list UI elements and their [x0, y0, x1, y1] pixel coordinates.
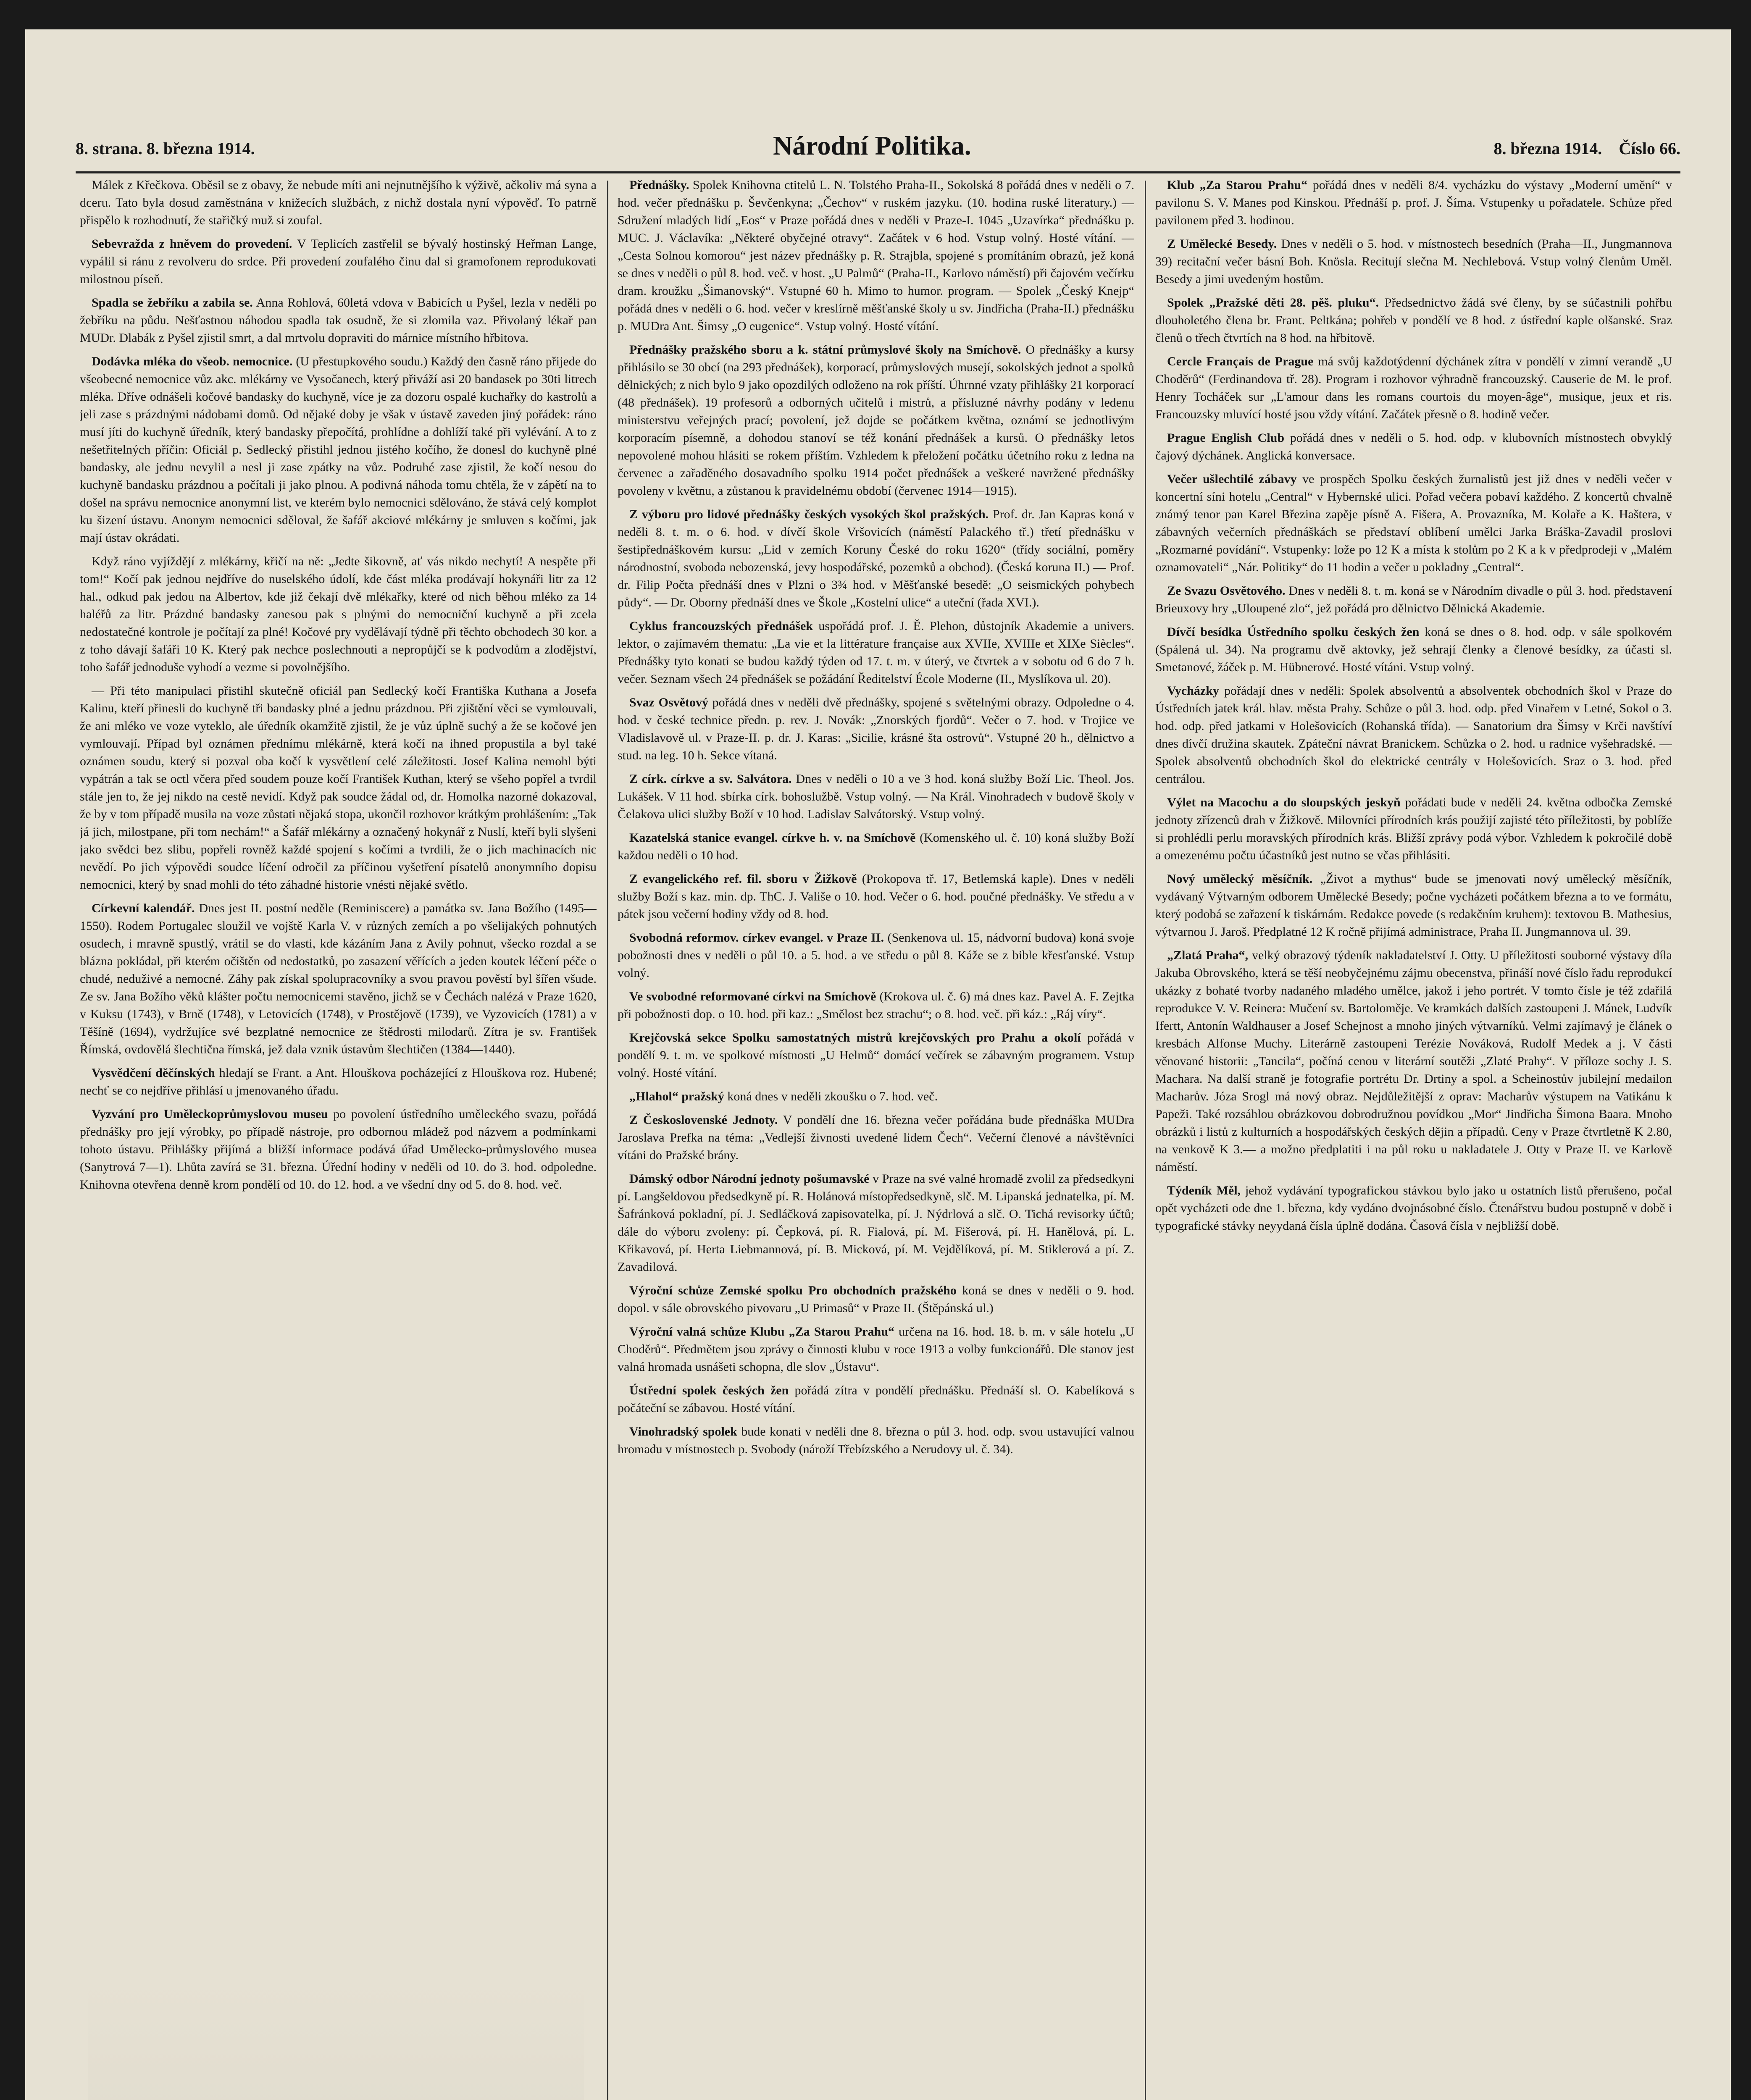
- page-header: [76, 126, 1680, 172]
- news-item: [618, 1088, 1134, 1105]
- news-item-headline: Z círk. církve a sv. Salvátora.: [629, 772, 792, 786]
- news-item: [80, 353, 597, 547]
- news-item-text: pořádají dnes v neděli: Spolek absolventů a absolventek obchodních škol v Praze do Ústředních jatek král. hlav. města Prahy. Schůze o půl 3. hod. odp. před Vinařem v Letné, Sokol o 3. hod. odp. před jatkami v Holešovicích (Rohanská třída). — Sanatorium dra Šimsy v Krči navštíví dnes dívčí družina skautek. Zpáteční návrat Branickem. Schůzka o 2. hod. u radnice vyšehradské. — Spolek absolventů obchodních škol do elektrické centrály v Holešovicích. Sraz o 3. hod. před centrálou.: [1155, 684, 1672, 786]
- news-item-headline: Spolek „Pražské děti 28. pěš. pluku“.: [1167, 296, 1379, 310]
- news-item-text: uspořádá prof. J. Ě. Plehon, důstojník Akademie a univers. lektor, o zajímavém thematu: „La vie et la littérature française aux XVIIe, XVIIIe et XIXe Siècles“. Přednášky tyto konati se budou každý týden od 17. t. m. v úterý, ve čtvrtek a v sobotu od 6 do 7 h. večer. Seznam všech 24 přednášek se požádání Ředitelství École Moderne (II., Myslíkova ul. 20).: [618, 619, 1134, 686]
- news-item-text: (Prokopova tř. 17, Betlemská kaple). Dnes v neděli služby Boží s kaz. min. dp. ThC. J. Vališe o 10. hod. Večer o 6. hod. poučné přednášky. Ve středu a v pátek jsou večerní hodiny vždy od 8. hod.: [618, 872, 1134, 921]
- news-item: [80, 294, 597, 347]
- news-item-text: (Krokova ul. č. 6) má dnes kaz. Pavel A. F. Zejtka při pobožnosti dop. o 10. hod. při kaz.: „Smělost bez strachu“; o 8. hod. več. při káz.: „Ráj víry“.: [618, 990, 1134, 1021]
- news-item-headline: Výroční schůze Zemské spolku Pro obchodních pražského: [629, 1284, 957, 1297]
- news-item: [1155, 429, 1672, 465]
- issue-date: 8. března 1914.: [1493, 139, 1602, 158]
- news-item: [618, 1382, 1134, 1417]
- news-item: [1155, 682, 1672, 788]
- news-item-text: (Senkenova ul. 15, nádvorní budova) koná svoje pobožnosti dnes v neděli o půl 10. a 5. hod. a ve středu o půl 8. Káže se z bible křesťanské. Vstup volný.: [618, 931, 1134, 980]
- news-item-headline: Ústřední spolek českých žen: [629, 1383, 789, 1397]
- news-item: [80, 235, 597, 288]
- news-item-headline: Výlet na Macochu a do sloupských jeskyň: [1167, 795, 1401, 809]
- news-item-text: pořádá dnes v neděli 8/4. vycházku do výstavy „Moderní umění“ v pavilonu S. V. Manes pod Kinskou. Přednáší p. prof. J. Šíma. Vstupenky u pořadatele. Schůze před pavilonem před 3. hodinou.: [1155, 178, 1672, 227]
- news-item: [618, 341, 1134, 500]
- news-item-headline: Z výboru pro lidové přednášky českých vysokých škol pražských.: [629, 507, 989, 521]
- news-item-text: určena na 16. hod. 18. b. m. v sále hotelu „U Choděrů“. Předmětem jsou zprávy o činnosti klubu v roce 1913 a volby funkcionářů. Dle stanov jest valná hromada usnášeti schopna, dle slov „Ústavu“.: [618, 1325, 1134, 1374]
- column-divider: [607, 181, 608, 2100]
- news-item-text: Spolek Knihovna ctitelů L. N. Tolstého Praha-II., Sokolská 8 pořádá dnes v neděli o 7. hod. večer přednášku p. Ševčenkyna; „Čechov“ v ruském jazyku. (10. hodina ruské literatury.) — Sdružení mladých lidí „Eos“ v Praze pořádá dnes v neděli v Praze-I. 1045 „Uzavírka“ přednášku p. MUC. J. Václavíka: „Některé obyčejné otravy“. Začátek v 6 hod. Vstup volný. Hosté vítání. — „Cesta Solnou komorou“ jest název přednášky p. R. Strajbla, spojené s promítáním obrazů, jež koná se dnes v neděli o půl 8. hod. več. v host. „U Palmů“ (Praha-II., Karlovo náměstí) při čajovém večírku dram. kroužku „Šimanovský“. Vstupné 60 h. Mimo to humor. program. — Spolek „Český Knejp“ pořádá dnes v neděli o 6. hod. večer v kreslírně měšťanské školy u sv. Jindřicha (Praha-II.) přednášku p. MUDra Ant. Šimsy „O eugenice“. Vstup volný. Hosté vítání.: [618, 178, 1134, 333]
- news-item-text: — Při této manipulaci přistihl skutečně oficiál pan Sedlecký kočí Františka Kuthana a Josefa Kalinu, kteří přinesli do kuchyně tři bandasky plné a jednu prázdnou. Při zjištění věci se vymlouvali, že ani mléko ve voze vyteklo, ale úředník okamžitě zjistil, že je vůz úplně suchý a že se kočové jen vymlouvají. Případ byl oznámen přednímu mlékárně, která kočí na ihned propustila a byl také oznámen soudu, který si pozval oba kočí k vysvětlení celé záležitosti. Josef Kalina nemohl býti vypátrán a tak se octl včera před soudem pouze kočí František Kuthan, který se všeho popřel a tvrdil stále jen to, že jej nikdo na cestě nevidí. Když pak soudce žádal od, dr. Homolka nazorné dokazoval, že by v tom případě musila na voze zůstati nějaká stopa, ukončil rozhovor krátkým prohlášením: „Tak já jich, milostpane, při tom nechám!“ a Šafář mlékárny a označený hokynář z Nuslí, kteří byli slyšeni jako svědci bez slibu, popřeli rovněž každé spojení s kočími a tvrdili, že o jich machinacích nic nevědí. Po jich výpovědi soudce líčení odročil za příčinou vyšetření písatelů anonymního dopisu nemocnici, který by snad mohli do této záhadné historie vnésti nějaké světlo.: [80, 684, 597, 892]
- news-item: [618, 694, 1134, 764]
- news-item-headline: Dodávka mléka do všeob. nemocnice.: [92, 354, 293, 368]
- news-item-headline: Z evangelického ref. fil. sboru v Žižkově: [629, 872, 857, 886]
- news-item-text: V pondělí dne 16. března večer pořádána bude přednáška MUDra Jaroslava Prefka na téma: „Vedlejší živnosti uvedené lidem Čech“. Večerní členové a návštěvníci vítáni do Pražské brány.: [618, 1113, 1134, 1162]
- news-item: [618, 176, 1134, 335]
- news-item-text: ve prospěch Spolku českých žurnalistů jest již dnes v neděli večer v koncertní síni hotelu „Central“ v Hybernské ulici. Pořad večera pobaví každého. Z koncertů chvalně známý tenor pan Karel Březina zapěje písně A. Fišera, A. Provazníka, M. Kolaře a K. Haštera, v zábavných večerních přednáškách se představí oblíbení umělci Jarka Bráška-Zavadil proslovi „Rozmarné povídání“. Vstupenky: lože po 12 K a místa k stolům po 2 K a k v předprodeji v „Malém oznamovateli“ „Nár. Politiky“ do 11 hodin a večer u pokladny „Central“.: [1155, 472, 1672, 574]
- column-3: [1155, 176, 1672, 2100]
- news-item: [80, 900, 597, 1058]
- news-item-headline: Svaz Osvětový: [629, 696, 708, 709]
- news-item-text: koná dnes v neděli zkoušku o 7. hod. več.: [727, 1089, 938, 1103]
- news-item-text: jehož vydávání typografickou stávkou bylo jako u ostatních listů přerušeno, počal opět vycházeti ode dne 1. března, kdy vydáno dvojnásobné číslo. Čtenářstvu budou postupně v době i typografické stávky neyydaná čísla úplně dodána. Časová čísla v nejbližší době.: [1155, 1184, 1672, 1233]
- news-item-text: „Život a mythus“ bude se jmenovati nový umělecký měsíčník, vydávaný Výtvarným odborem Umělecké Besedy; počne vycházeti počátkem března a to ve formátu, který podobá se zařazení k tiskárnám. Redakce povede (s redakčním kruhem): textovou B. Mathesius, výtvarnou J. Jaroš. Předplatné 12 K ročně přijímá administrace, Praha II. Jungmannova ul. 39.: [1155, 872, 1672, 939]
- news-item: [1155, 235, 1672, 288]
- news-item-text: má svůj každotýdenní dýchánek zítra v pondělí v zimní verandě „U Choděrů“ (Ferdinandova tř. 28). Program i rozhovor výhradně francouzský. Causerie de M. le prof. Henry Tocháček sur „L'amour dans les romans courtois du moyen-âge“, musique, jeux et ris. Francouzsky mluvící hosté jsou vždy vítání. Začátek přesně o 8. hodině večer.: [1155, 354, 1672, 421]
- news-item: [1155, 794, 1672, 864]
- news-item-text: po povolení ústředního uměleckého svazu, pořádá přednášky pro její výrobky, po případě nástroje, pro odbornou mládež pod názvem a podmínkami tohoto ústavu. Přihlášky přijímá a bližší informace podává úřad Umělecko-průmyslového musea (Sanytrová 7—1). Lhůta zavírá se 31. března. Úřední hodiny v neděli od 10. do 3. hod. odpoledne. Knihovna otevřena denně krom pondělí od 10. do 12. hod. a ve všední dny od 5. do 8. hod. več.: [80, 1107, 597, 1192]
- news-item: [618, 1170, 1134, 1276]
- news-item-text: hledají se Frant. a Ant. Hlouškova pocházející z Hlouškova roz. Hubené; nechť se co nejdříve přihlásí u jmenovaného úřadu.: [80, 1066, 597, 1097]
- news-item-text: Málek z Křečkova. Oběsil se z obavy, že nebude míti ani nejnutnějšího k výživě, ačkoliv má syna a dceru. Tato byla dosud zaměstnána v knižecích službách, z nichž dostala nyní výpověď. To patrně přispělo k rozhodnutí, že stařičký muž si zoufal.: [80, 178, 597, 227]
- news-item-headline: Církevní kalendář.: [92, 901, 195, 915]
- news-item-headline: Vinohradský spolek: [629, 1425, 737, 1438]
- news-item: [618, 829, 1134, 864]
- header-rule: [76, 171, 1680, 173]
- news-item-headline: Dámský odbor Národní jednoty pošumavské: [629, 1172, 870, 1186]
- news-item-text: koná se dnes v neděli o 9. hod. dopol. v sále obrovského pivovaru „U Primasů“ v Praze II. (Štěpánská ul.): [618, 1284, 1134, 1315]
- news-item-headline: Nový umělecký měsíčník.: [1167, 872, 1313, 886]
- news-item-headline: Sebevražda z hněvem do provedení.: [92, 237, 292, 251]
- news-item-headline: Večer ušlechtilé zábavy: [1167, 472, 1297, 486]
- masthead-title: Národní Politika.: [773, 131, 971, 160]
- news-item-text: pořádá dnes v neděli o 5. hod. odp. v klubovních místnostech obvyklý čajový dýchánek. Anglická konversace.: [1155, 431, 1672, 462]
- news-item-text: pořádá v pondělí 9. t. m. ve spolkové místnosti „U Helmů“ domácí večírek se zábavným programem. Vstup volný. Hosté vítání.: [618, 1031, 1134, 1080]
- newspaper-page: [25, 29, 1731, 2100]
- issue-number: Číslo 66.: [1619, 139, 1680, 158]
- news-item-text: Anna Rohlová, 60letá vdova v Babicích u Pyšel, lezla v neděli po žebříku na půdu. Nešťastnou náhodou spadla tak osudně, že si zlomila vaz. Přivolaný lékař pan MUDr. Dlabák z Pyšel zjistil smrt, a dal mrtvolu dopraviti do márnice místního hřbitova.: [80, 296, 597, 345]
- news-item-headline: „Zlatá Praha“,: [1167, 948, 1249, 962]
- news-item-text: (U přestupkového soudu.) Každý den časně ráno přijede do všeobecné nemocnice vůz akc. mlékárny ve Vysočanech, který přiváží asi 20 bandasek po 30ti litrech mléka. Dříve odnášeli kočové bandasky do kuchyně, více je za dozoru ospalé kuchařky do kastrolů a jeli zase s prázdnými nádobami domů. Od nějaké doby je však v ústavě zaveden jiný pořádek: ráno musí jíti do kuchyně úředník, který bandasky přepočítá, prohlídne a dohlíží také při vylévání. A to z nešetřitelných příčin: Oficiál p. Sedlecký přistihl jednou jistého kočího, že donesl do kuchyně plné bandasky, ale jednu nevylil a nesl ji zase zpátky na vůz. Podruhé zase zjistil, že kočí nesou do kuchyně bandasku prázdnou a počítali ji jako plnou. A podivná náhoda tomu chtěla, že v zápětí na to došel na správu nemocnice anonymní list, ve kterém bylo nemocnici sdělováno, že stává celý komplot ku šizení ústavu. Anonym nemocnici sděloval, že šafář akciové mlékárny je smluven s kočími, jak mají ústav okrádati.: [80, 354, 597, 545]
- news-item: [618, 1423, 1134, 1458]
- news-item-headline: Vycházky: [1167, 684, 1219, 698]
- news-item-headline: Přednášky pražského sboru a k. státní průmyslové školy na Smíchově.: [629, 343, 1021, 357]
- news-item: [1155, 470, 1672, 576]
- news-item-headline: Prague English Club: [1167, 431, 1285, 445]
- column-divider: [1145, 181, 1146, 2100]
- news-item-text: pořádá dnes v neděli dvě přednášky, spojené s světelnými obrazy. Odpoledne o 4. hod. v české technice předn. p. rev. J. Novák: „Znorských fjordů“. Večer o 7. hod. v Trojice ve Vladislavově ul. v Praze-II. p. dr. J. Karas: „Sicilie, krásné šta ostrovů“. Vstupné 20 h., dělnictvo a stud. na leg. 10 h. Sekce vítaná.: [618, 696, 1134, 762]
- news-item: [1155, 947, 1672, 1176]
- news-item-headline: Ve svobodné reformované církvi na Smíchově: [629, 990, 876, 1003]
- news-item: [618, 988, 1134, 1023]
- news-item: [1155, 582, 1672, 617]
- news-item-text: V Teplicích zastřelil se bývalý hostinský Heřman Lange, vypálil si ránu z revolveru do srdce. Při provedení zoufalého činu dal si gramofonem reprodukovati milostnou píseň.: [80, 237, 597, 286]
- news-item-headline: Přednášky.: [629, 178, 689, 192]
- news-item-headline: Z Umělecké Besedy.: [1167, 237, 1277, 251]
- news-item-text: (Komenského ul. č. 10) koná služby Boží každou neděli o 10 hod.: [618, 831, 1134, 862]
- news-item: [618, 1282, 1134, 1317]
- news-item-text: koná se dnes o 8. hod. odp. v sále spolkovém (Spálená ul. 34). Na programu dvě aktovky, jež sehrají členky a členové besídky, za účasti sl. Smetanové, žáček p. M. Hübnerové. Hosté vítáni. Vstup volný.: [1155, 625, 1672, 674]
- news-item: [618, 1029, 1134, 1082]
- news-item: [618, 1111, 1134, 1164]
- news-item: [80, 176, 597, 229]
- news-item: [1155, 870, 1672, 941]
- news-item-headline: Vyzvání pro Uměleckoprůmyslovou museu: [92, 1107, 328, 1121]
- news-item: [618, 617, 1134, 688]
- column-1: [80, 176, 597, 2100]
- news-item-headline: Cercle Français de Prague: [1167, 354, 1314, 368]
- news-item-text: pořádá zítra v pondělí přednášku. Přednáší sl. O. Kabelíková s počáteční se zábavou. Hosté vítání.: [618, 1383, 1134, 1415]
- news-item-headline: Vysvědčení děčínských: [92, 1066, 215, 1080]
- header-right: [1481, 139, 1680, 158]
- news-item-text: Prof. dr. Jan Kapras koná v neděli 8. t. m. o 6. hod. v dívčí škole Vršovicích (náměstí Palackého tř.) třetí přednášku v šestipřednáškovém kursu: „Lid v zemích Koruny České do roku 1620“ (třídy sociální, poměry národnostní, svoboda nebozenská, jevy hospodářské, pozemků a obchod). (Česká koruna II.) — Prof. dr. Filip Počta přednáší dnes v Plzni o 3¾ hod. v Měšťanské besedě: „O seismických pohybech půdy“. — Dr. Oborny přednáší dnes ve Škole „Kostelní ulice“ a uteční (řada XVI.).: [618, 507, 1134, 609]
- news-item-text: Dnes v neděli 8. t. m. koná se v Národním divadle o půl 3. hod. představení Brieuxovy hry „Uloupené zlo“, jež pořádá pro dělnictvo Dělnická Akademie.: [1155, 584, 1672, 615]
- news-item-text: Dnes jest II. postní neděle (Reminiscere) a památka sv. Jana Božího (1495—1550). Rodem Portugalec sloužil ve vojště Karla V. v různých zemích a po všelijakých pohnutých osudech, i mravně spustlý, vrátil se do vlasti, kde kázáním Jana z Avily pohnut, všecko rozdal a se blázna pokládal, při kterém očištěn od nedostatků, po zasazení věřících a jeden koutek léčení péče o chudé, neduživé a nemocné. Záhy pak získal spolupracovníky a svou pravou pověstí byl šířen všude. Ze sv. Jana Božího věků klášter počtu nemocnicemi stavěno, jichž se v Čechách nalézá v Praze 1620, v Kuksu (1743), v Brně (1748), v Letovicích (1748), v Prostějově (1739), ve Vyzovicích (1781) a v Těšíně (1694), vydržujíce své bezplatné nemocnice ze štědrosti milodarů. Zítra je sv. František Římská, ovdovělá šlechtična římská, jež dala vznik ústavům šlechtičen (1384—1440).: [80, 901, 597, 1056]
- news-item-headline: Cyklus francouzských přednášek: [629, 619, 813, 633]
- news-item-headline: Týdeník Měl,: [1167, 1184, 1241, 1197]
- news-item-text: Dnes v neděli o 5. hod. v místnostech besedních (Praha—II., Jungmannova 39) recitační večer básní Boh. Knösla. Recitují slečna M. Nechlebová. Vstup volný členům Uměl. Besedy a jimi uvedeným hostům.: [1155, 237, 1672, 286]
- news-item: [618, 1323, 1134, 1376]
- news-item: [80, 682, 597, 894]
- news-item-text: O přednášky a kursy přihlásilo se 30 obcí (na 293 přednášek), korporací, průmyslových musejí, sokolských jednot a spolků dělnických; z nich bylo 9 jako opozdilých odloženo na rok příští. Úhrnné vzaty přihlášky 21 korporací (48 přednášek). 19 profesorů a odborných učitelů i mistrů, a přísluzné návrhy podány v ledenu ministerstvu veřejných prací; povolení, jež dojde se počátkem května, oznámí se jednotlivým korporacím písemně, a dohodou stanoví se též konání přednášek a kursů. O přednášky letos nepovolené mohou hlásiti se rokem příštím. Vzhledem k přeložení počátku účetního roku z ledna na červenec a zařaděného dosavadního spolku 1914 počet přednášek a veškeré navržené přednášky povoleny v květnu, a zůstanou k pravidelnému období (červenec 1914—1915).: [618, 343, 1134, 498]
- news-item-headline: Dívčí besídka Ústředního spolku českých žen: [1167, 625, 1420, 639]
- news-item-headline: Krejčovská sekce Spolku samostatných mistrů krejčovských pro Prahu a okolí: [629, 1031, 1081, 1045]
- page-number-date: 8. strana. 8. března 1914.: [76, 139, 255, 158]
- news-item-headline: Výroční valná schůze Klubu „Za Starou Prahu“: [629, 1325, 894, 1339]
- news-item: [1155, 176, 1672, 229]
- news-item-text: Když ráno vyjíždějí z mlékárny, křičí na ně: „Jedte šikovně, ať vás nikdo nechytí! A nespěte při tom!“ Kočí pak jednou nejdříve do nuselského údolí, kde část mléka prodávají hokynáři litr za 12 hal., odkud pak jedou na Albertov, kde již čekají dvě mlékařky, které od nich běhou mléko za 14 haléřů za litr. Prázdné bandasky zanesou pak s plnými do nemocniční kuchyně a při zcela nedostatečné kontrole je počítají za plné! Kočové pry vydělávají týdně při těchto obchodech 30 kor. a z toho dávají šafáři 10 K. Který pak nechce poslechnouti a nepropůjčí se k podvodům a zlodějství, toho šafář jednoduše vyhodí a vezme si povolnějšího.: [80, 554, 597, 674]
- news-item-text: Dnes v neděli o 10 a ve 3 hod. koná služby Boží Lic. Theol. Jos. Lukášek. V 11 hod. sbírka círk. bohoslužbě. Vstup volný. — Na Král. Vinohradech v budově školy v Čelakova ulici služby Boží v 10 hod. Ladislav Salvátorský. Vstup volný.: [618, 772, 1134, 821]
- news-item-text: pořádati bude v neděli 24. května odbočka Zemské jednoty zřízenců drah v Žižkově. Milovníci přírodních krás použijí zajisté této příležitosti, by poblíže si prohlédli perlu moravských přírodních krás. Bližší zprávy podá výbor. Vzhledem k pokročilé době a omezenému počtu účastníků jest nutno se včas přihlásiti.: [1155, 795, 1672, 862]
- news-item-headline: Z Československé Jednoty.: [629, 1113, 778, 1127]
- news-item: [618, 870, 1134, 923]
- news-item: [1155, 294, 1672, 347]
- news-item-text: Předsednictvo žádá své členy, by se súčastnili pohřbu dlouholetého člena br. Frant. Peltkána; pohřeb v pondělí ve 8 hod. z ústřední kaple olšanské. Sraz členů o třech čtvrtích na 8 hod. na hřbitově.: [1155, 296, 1672, 345]
- news-item: [1155, 353, 1672, 423]
- news-item-text: v Praze na své valné hromadě zvolil za předsedkyni pí. Langšeldovou předsedkyně pí. R. Holánová místopředsedkyně, slč. M. Lipanská jednatelka, pí. M. Šafránková pokladní, pí. J. Sedláčková zapisovatelka, pí. J. Nýdrlová a slč. O. Tichá revisorky účtů; dále do výboru zvoleny: pí. Čepková, pí. R. Fialová, pí. M. Fišerová, pí. H. Hanělová, pí. L. Křikavová, pí. Herta Liebmannová, pí. B. Micková, pí. M. Vejdělíková, pí. M. Stiklerová a pí. Z. Zavadilová.: [618, 1172, 1134, 1274]
- news-item-headline: Spadla se žebříku a zabila se.: [92, 296, 253, 310]
- news-item-headline: Kazatelská stanice evangel. církve h. v. na Smíchově: [629, 831, 916, 845]
- news-item-text: velký obrazový týdeník nakladatelství J. Otty. U příležitosti souborné výstavy díla Jakuba Obrovského, která se těší neobyčejnému zájmu obecenstva, přináší nové číslo řadu reprodukcí ukázky z bohaté tvorby nadaného mladého umělce, jakož i jeho portrét. V tomto čísle je též zdařilá reprodukce V. V. Reinera: Mučení sv. Bartoloměje. Ve kramkách dalších zastoupeni J. Mánek, Ludvík Ifertt, Antonín Waldhauser a Josef Schejnost a mnoho jiných výtvarníků. Velmi zajímavý je článek o kresbách Alfonse Muchy. Literárně zastoupeni Terézie Nováková, Rudolf Medek a j. V části věnované historii: „Tancila“, počíná cenou v literární soutěži „Zlaté Prahy“. V příloze sochy J. S. Machara. Na další straně je fotografie portrétu Dr. Drtiny a spol. a Scheinostův jubilejní medailon Macharův. Józa Srogl má nový obraz. Nejdůležitější z oprav: Macharův výstupem na Vatikánu k Papeži. Také rozsáhlou obrázkovou dobrodružnou povídkou „Mor“ Jindřicha Šimona Baara. Mnoho obrázků i listů z kulturních a hospodářských českých dějin a případů. Ceny v Praze čtvrtletně K 2.80, na venkově K 3.— a možno předplatiti i na půl roku u nakladatele J. Otty v Praze II. ve Karlově náměstí.: [1155, 948, 1672, 1174]
- news-item: [80, 1064, 597, 1100]
- news-item: [80, 1105, 597, 1194]
- news-item-headline: „Hlahol“ pražský: [629, 1089, 724, 1103]
- news-item: [80, 553, 597, 676]
- news-item-headline: Ze Svazu Osvětového.: [1167, 584, 1286, 598]
- news-item: [618, 929, 1134, 982]
- column-2: [618, 176, 1134, 2100]
- news-item: [618, 506, 1134, 612]
- faded-print-area: [88, 1982, 584, 2100]
- news-item-text: bude konati v neděli dne 8. března o půl 3. hod. odp. svou ustavující valnou hromadu v místnostech p. Svobody (nároží Třebízského a Nerudovy ul. č. 34).: [618, 1425, 1134, 1456]
- news-item-headline: Svobodná reformov. církev evangel. v Praze II.: [629, 931, 884, 945]
- news-item: [1155, 1182, 1672, 1235]
- news-item: [1155, 623, 1672, 676]
- news-item: [618, 770, 1134, 823]
- news-item-headline: Klub „Za Starou Prahu“: [1167, 178, 1308, 192]
